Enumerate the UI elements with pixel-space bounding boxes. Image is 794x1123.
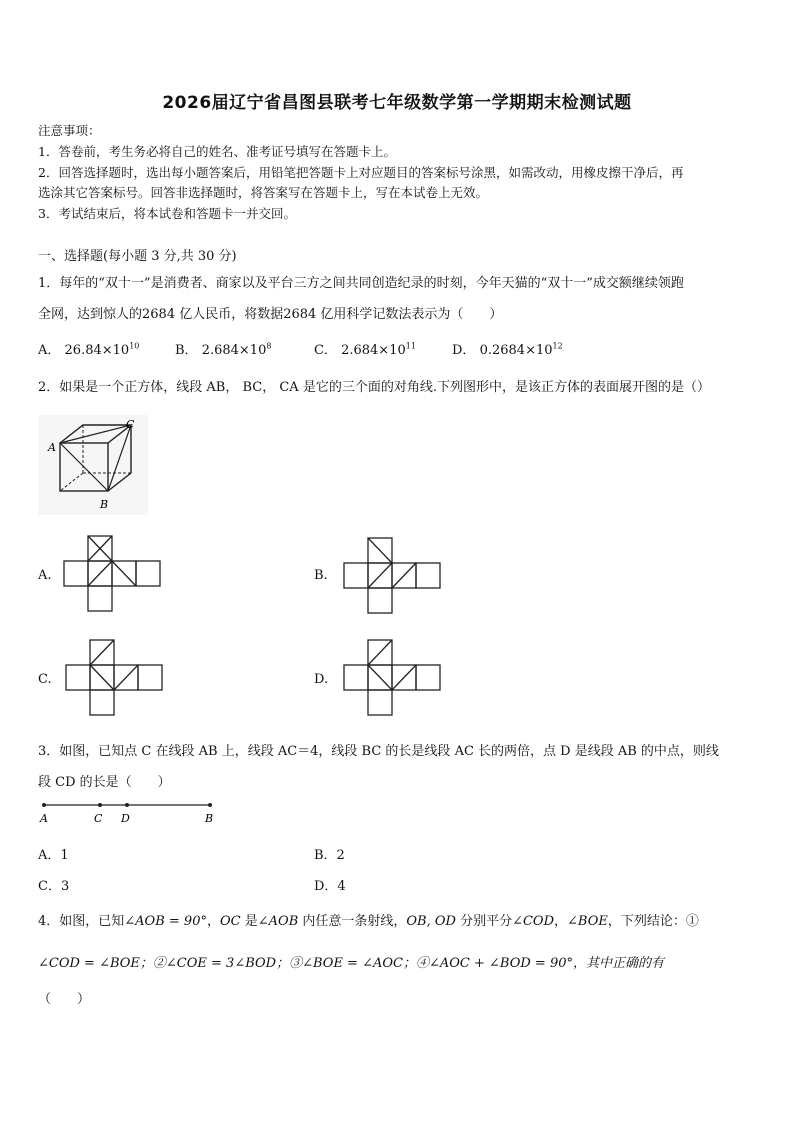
cube-label-b: B — [100, 498, 109, 511]
q2-text: 2．如果是一个正方体，线段 AB， BC， CA 是它的三个面的对角线.下列图形中，是该正方体的表面展开图的是（） — [38, 380, 710, 395]
q2-net-b[interactable] — [344, 538, 440, 614]
q3-option-c[interactable]: C．3 — [38, 879, 70, 894]
notice-item-1: 1．答卷前，考生务必将自己的姓名、准考证号填写在答题卡上。 — [38, 144, 396, 159]
q2-net-d[interactable] — [344, 640, 440, 716]
q4-text-line1: 4．如图，已知∠AOB = 90°，OC 是∠AOB 内任意一条射线，OB, OD 分别平分∠COD，∠BOE，下列结论：① — [38, 914, 699, 929]
q3-option-b[interactable]: B．2 — [314, 848, 345, 863]
q3-option-d[interactable]: D．4 — [314, 879, 346, 894]
notice-item-2: 2．回答选择题时，选出每小题答案后，用铅笔把答题卡上对应题目的答案标号涂黑，如需改动，用橡皮擦干净后，再 — [38, 165, 684, 180]
notice-item-3: 3．考试结束后，将本试卷和答题卡一并交回。 — [38, 206, 296, 221]
point-a-label: A — [40, 812, 48, 825]
q1-option-d[interactable]: D． $0.2684\times 10^{12}$ — [452, 341, 563, 358]
q2-net-a[interactable] — [64, 536, 160, 612]
section-heading: 一、选择题(每小题 3 分,共 30 分) — [38, 249, 237, 264]
q2-net-c[interactable] — [66, 640, 162, 716]
q2-option-d-label[interactable]: D. — [314, 672, 329, 687]
q1-option-a[interactable]: A． $26.84\times 10^{10}$ — [38, 341, 140, 358]
q3-text-line2: 段 CD 的长是（ ） — [38, 775, 171, 790]
notice-heading: 注意事项： — [38, 123, 101, 138]
notice-item-2-cont: 选涂其它答案标号。回答非选择题时，将答案写在答题卡上，写在本试卷上无效。 — [38, 185, 489, 200]
q1-option-b[interactable]: B． $2.684\times 10^8$ — [175, 341, 272, 358]
cube-figure — [38, 415, 148, 515]
q3-option-a[interactable]: A．1 — [38, 848, 69, 863]
q1-text-line2: 全网，达到惊人的2684 亿人民币，将数据2684 亿用科学记数法表示为（ ） — [38, 307, 503, 322]
point-b-label: B — [205, 812, 214, 825]
page-title: 2026届辽宁省昌图县联考七年级数学第一学期期末检测试题 — [162, 93, 632, 113]
q1-text-line1: 1．每年的“双十一”是消费者、商家以及平台三方之间共同创造纪录的时刻，今年天猫的“双十一”成交额继续领跑 — [38, 276, 684, 291]
q4-text-line2: ∠COD = ∠BOE；②∠COE = 3∠BOD；③∠BOE = ∠AOC；④∠AOC + ∠BOD = 90°，其中正确的有 — [38, 956, 664, 971]
point-c-label: C — [94, 812, 103, 825]
q2-option-b-label[interactable]: B. — [314, 568, 328, 583]
q3-segment-figure — [38, 798, 218, 828]
cube-label-a: A — [48, 441, 56, 454]
cube-label-c: C — [126, 418, 135, 431]
q2-option-a-label[interactable]: A. — [38, 568, 52, 583]
point-d-label: D — [121, 812, 130, 825]
q1-option-c[interactable]: C． $2.684\times 10^{11}$ — [314, 341, 416, 358]
q4-text-line3: （ ） — [38, 992, 91, 1007]
q2-option-c-label[interactable]: C. — [38, 672, 52, 687]
q3-text-line1: 3．如图，已知点 C 在线段 AB 上，线段 AC＝4，线段 BC 的长是线段 AC 长的两倍，点 D 是线段 AB 的中点，则线 — [38, 744, 719, 759]
